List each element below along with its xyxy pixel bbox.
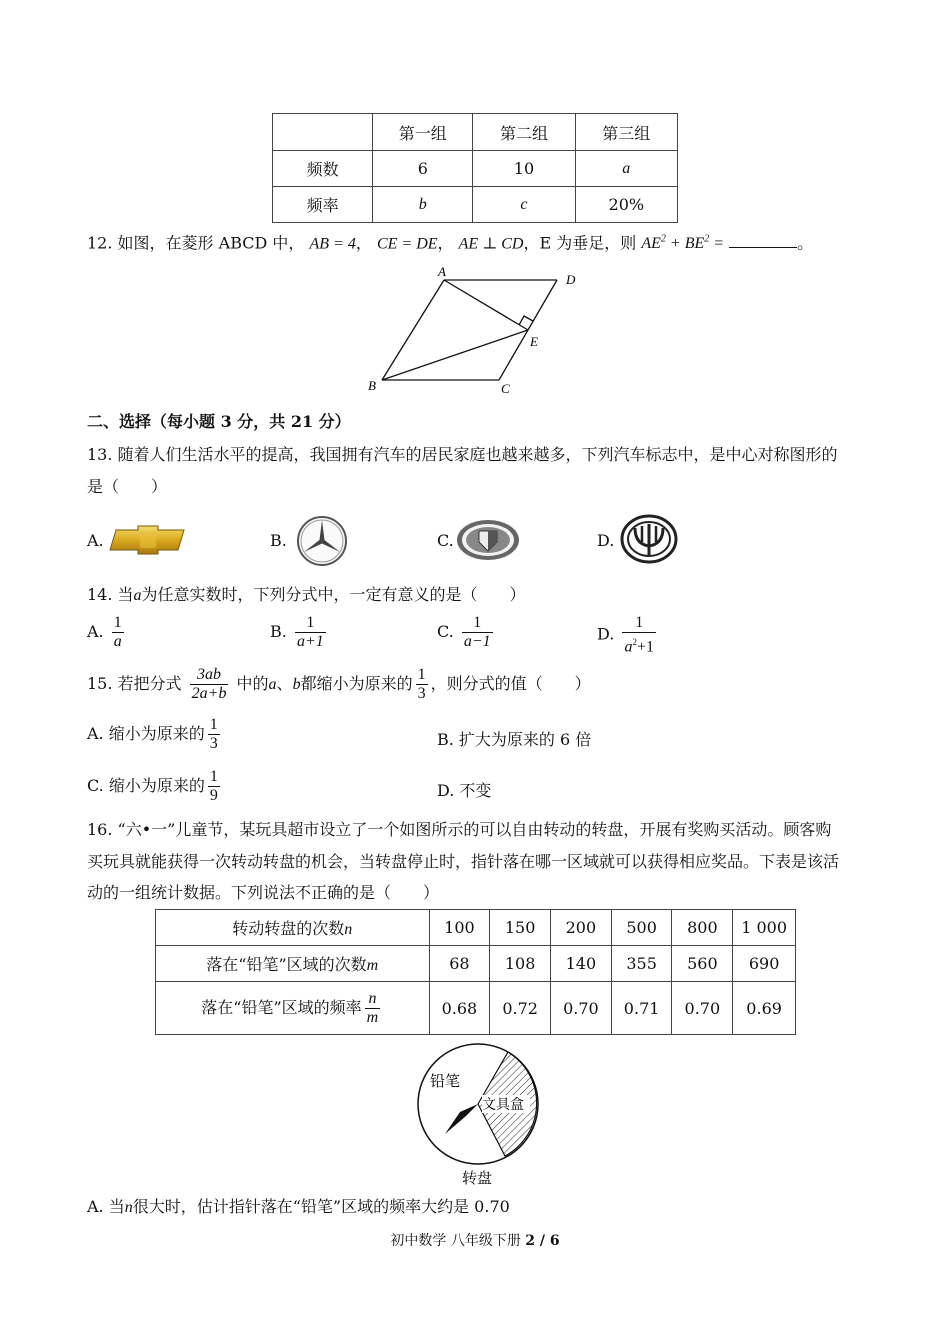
- option-text: C. 缩小为原来的: [87, 776, 205, 795]
- denominator: m: [366, 1008, 379, 1026]
- table-cell: 0.68: [429, 982, 490, 1035]
- answer-blank: [729, 233, 797, 248]
- page-footer: [0, 1230, 950, 1250]
- point-label-e: E: [530, 334, 538, 349]
- row-label-text: 转动转盘的次数: [232, 919, 345, 938]
- question-text: ，则分式的值（ ）: [430, 674, 591, 693]
- math-expression: AB = 4: [309, 235, 356, 253]
- math-expression: AE ⊥ CD: [458, 235, 524, 253]
- chevrolet-bowtie-logo: [108, 524, 188, 556]
- math-term: AE: [641, 235, 661, 253]
- mercedes-star-logo: [295, 514, 349, 568]
- table-cell: 10: [473, 151, 575, 187]
- option-text: A. 缩小为原来的: [87, 724, 205, 743]
- option-text: A. 当: [87, 1197, 125, 1216]
- numerator: 1: [295, 614, 326, 633]
- table-cell: 150: [490, 910, 551, 946]
- question-text: 、: [276, 674, 293, 693]
- option-c-label: C.: [437, 531, 454, 550]
- table-cell: 500: [611, 910, 672, 946]
- question-text: 15. 若把分式: [87, 674, 182, 693]
- question-number: 12.: [87, 233, 113, 253]
- math-term: a: [624, 638, 633, 656]
- option-c: [437, 614, 496, 651]
- denominator: a−1: [463, 633, 491, 650]
- table-row-label: [156, 946, 430, 982]
- exponent: 2: [660, 234, 666, 245]
- q15-option-d: D. 不变: [437, 781, 492, 800]
- rhombus-figure: [360, 262, 590, 398]
- question-text: 14. 当: [87, 585, 134, 604]
- math-term: =: [709, 235, 725, 253]
- footer-text: 初中数学 八年级下册: [390, 1233, 526, 1249]
- question-16-line2: 买玩具就能获得一次转动转盘的机会，当转盘停止时，指针落在哪一区域就可以获得相应奖品。下表是该活: [87, 852, 840, 871]
- separator: ，: [437, 233, 454, 253]
- table-cell: b: [373, 187, 473, 223]
- exponent: 2: [704, 234, 710, 245]
- table-cell: 1 000: [733, 910, 796, 946]
- spinner-figure: [410, 1042, 550, 1188]
- option-b-label: B.: [270, 531, 287, 550]
- numerator: 1: [209, 768, 218, 785]
- option-label: A.: [87, 622, 104, 641]
- table-cell: 560: [672, 946, 733, 982]
- math-term: +1: [636, 638, 654, 656]
- denominator: a+1: [296, 633, 324, 650]
- table-header-group3: 第三组: [575, 114, 677, 151]
- option-b: [270, 614, 329, 651]
- table-cell: 6: [373, 151, 473, 187]
- table-row-label: [156, 910, 430, 946]
- table-cell: 200: [551, 910, 612, 946]
- table-cell: c: [473, 187, 575, 223]
- question-12: [87, 229, 813, 255]
- q16-option-a: [87, 1196, 510, 1219]
- math-expression: CE = DE: [376, 235, 438, 253]
- question-13-line1: 13. 随着人们生活水平的提高，我国拥有汽车的居民家庭也越来越多，下列汽车标志中，是中心对称图形的: [87, 445, 838, 464]
- point-label-a: A: [438, 264, 446, 279]
- table-header-group2: 第二组: [473, 114, 575, 151]
- table-cell: 68: [429, 946, 490, 982]
- q15-option-a: [87, 716, 223, 753]
- denominator: a: [113, 633, 122, 650]
- table-cell: 800: [672, 910, 733, 946]
- option-a-label: A.: [87, 531, 104, 550]
- math-variable: n: [344, 921, 353, 938]
- numerator: n: [365, 990, 381, 1009]
- math-variable: b: [292, 676, 301, 693]
- q15-option-b: B. 扩大为原来的 6 倍: [437, 730, 592, 749]
- denominator: 3: [417, 685, 426, 702]
- exponent: 2: [632, 637, 637, 647]
- numerator: 3ab: [190, 666, 229, 685]
- question-text: 中的: [236, 674, 269, 693]
- table-cell: 690: [733, 946, 796, 982]
- separator: ，: [355, 233, 372, 253]
- fraction: [365, 990, 381, 1027]
- row-label-text: 落在“铅笔”区域的频率: [201, 997, 362, 1017]
- brilliance-logo: [620, 514, 678, 564]
- denominator: 9: [209, 787, 218, 804]
- option-label: D.: [597, 624, 615, 644]
- table-cell: 0.70: [551, 982, 612, 1035]
- question-16-line3: 动的一组统计数据。下列说法不正确的是（ ）: [87, 883, 440, 902]
- table-cell: a: [575, 151, 677, 187]
- math-variable: a: [268, 676, 277, 693]
- fraction: [208, 768, 220, 805]
- q15-option-c: [87, 768, 223, 805]
- table-row-label: 频数: [273, 151, 373, 187]
- pencil-label: 铅笔: [430, 1072, 461, 1090]
- fraction: [622, 614, 656, 656]
- question-14: [87, 584, 526, 607]
- page-number: 2 / 6: [525, 1233, 560, 1249]
- table-header-group1: 第一组: [373, 114, 473, 151]
- question-16-line1: 16. “六•一”儿童节，某玩具超市设立了一个如图所示的可以自由转动的转盘，开展有奖购买活动。顾客购: [87, 820, 832, 839]
- fraction: [208, 716, 220, 753]
- math-variable: a: [133, 587, 142, 604]
- table-cell: 0.70: [672, 982, 733, 1035]
- table-header-empty: [273, 114, 373, 151]
- fraction: [190, 666, 229, 703]
- table-cell: 355: [611, 946, 672, 982]
- fraction: [112, 614, 124, 651]
- numerator: 1: [113, 614, 122, 631]
- punctuation: 。: [797, 233, 814, 253]
- spinner-caption: 转盘: [462, 1169, 493, 1187]
- row-label-text: 落在“铅笔”区域的次数: [206, 955, 367, 974]
- point-label-b: B: [368, 378, 376, 393]
- option-a: [87, 614, 127, 651]
- greatwall-logo: [455, 518, 521, 562]
- numerator: 1: [209, 716, 218, 733]
- question-text: 为任意实数时，下列分式中，一定有意义的是（ ）: [141, 585, 526, 604]
- point-label-c: C: [501, 381, 510, 396]
- table-cell: 140: [551, 946, 612, 982]
- question-text: 都缩小为原来的: [300, 674, 413, 693]
- fraction: [295, 614, 326, 651]
- denominator: 2a+b: [191, 685, 227, 702]
- fraction: [462, 614, 493, 651]
- point-label-d: D: [566, 272, 576, 287]
- table-cell: 108: [490, 946, 551, 982]
- fraction: [416, 666, 428, 703]
- denominator: [622, 633, 656, 656]
- spinner-pointer: [445, 1104, 478, 1134]
- math-variable: n: [124, 1199, 133, 1216]
- question-15: [87, 666, 591, 703]
- table-cell: 0.69: [733, 982, 796, 1035]
- table-cell: 0.72: [490, 982, 551, 1035]
- section-title: 二、选择（每小题 3 分，共 21 分）: [87, 412, 351, 431]
- math-expression: [641, 235, 724, 252]
- spinner-stats-table: [155, 909, 796, 1035]
- numerator: 1: [417, 666, 426, 683]
- table-row-label: [156, 982, 430, 1035]
- numerator: 1: [622, 614, 656, 633]
- table-row-label: 频率: [273, 187, 373, 223]
- numerator: 1: [462, 614, 493, 633]
- table-cell: 100: [429, 910, 490, 946]
- denominator: 3: [209, 735, 218, 752]
- option-d: [597, 614, 659, 656]
- math-variable: m: [366, 957, 379, 974]
- option-label: B.: [270, 622, 287, 641]
- question-text: 如图，在菱形 ABCD 中，: [117, 233, 305, 253]
- table-cell: 20%: [575, 187, 677, 223]
- math-term: + BE: [665, 235, 705, 253]
- option-text: 很大时，估计指针落在“铅笔”区域的频率大约是 0.70: [132, 1197, 510, 1216]
- option-d-label: D.: [597, 531, 615, 550]
- frequency-table: [272, 113, 678, 223]
- option-label: C.: [437, 622, 454, 641]
- question-text: ，E 为垂足，则: [523, 233, 637, 253]
- table-cell: 0.71: [611, 982, 672, 1035]
- question-13-line2: 是（ ）: [87, 477, 168, 496]
- stationery-box-label: 文具盒: [482, 1097, 524, 1113]
